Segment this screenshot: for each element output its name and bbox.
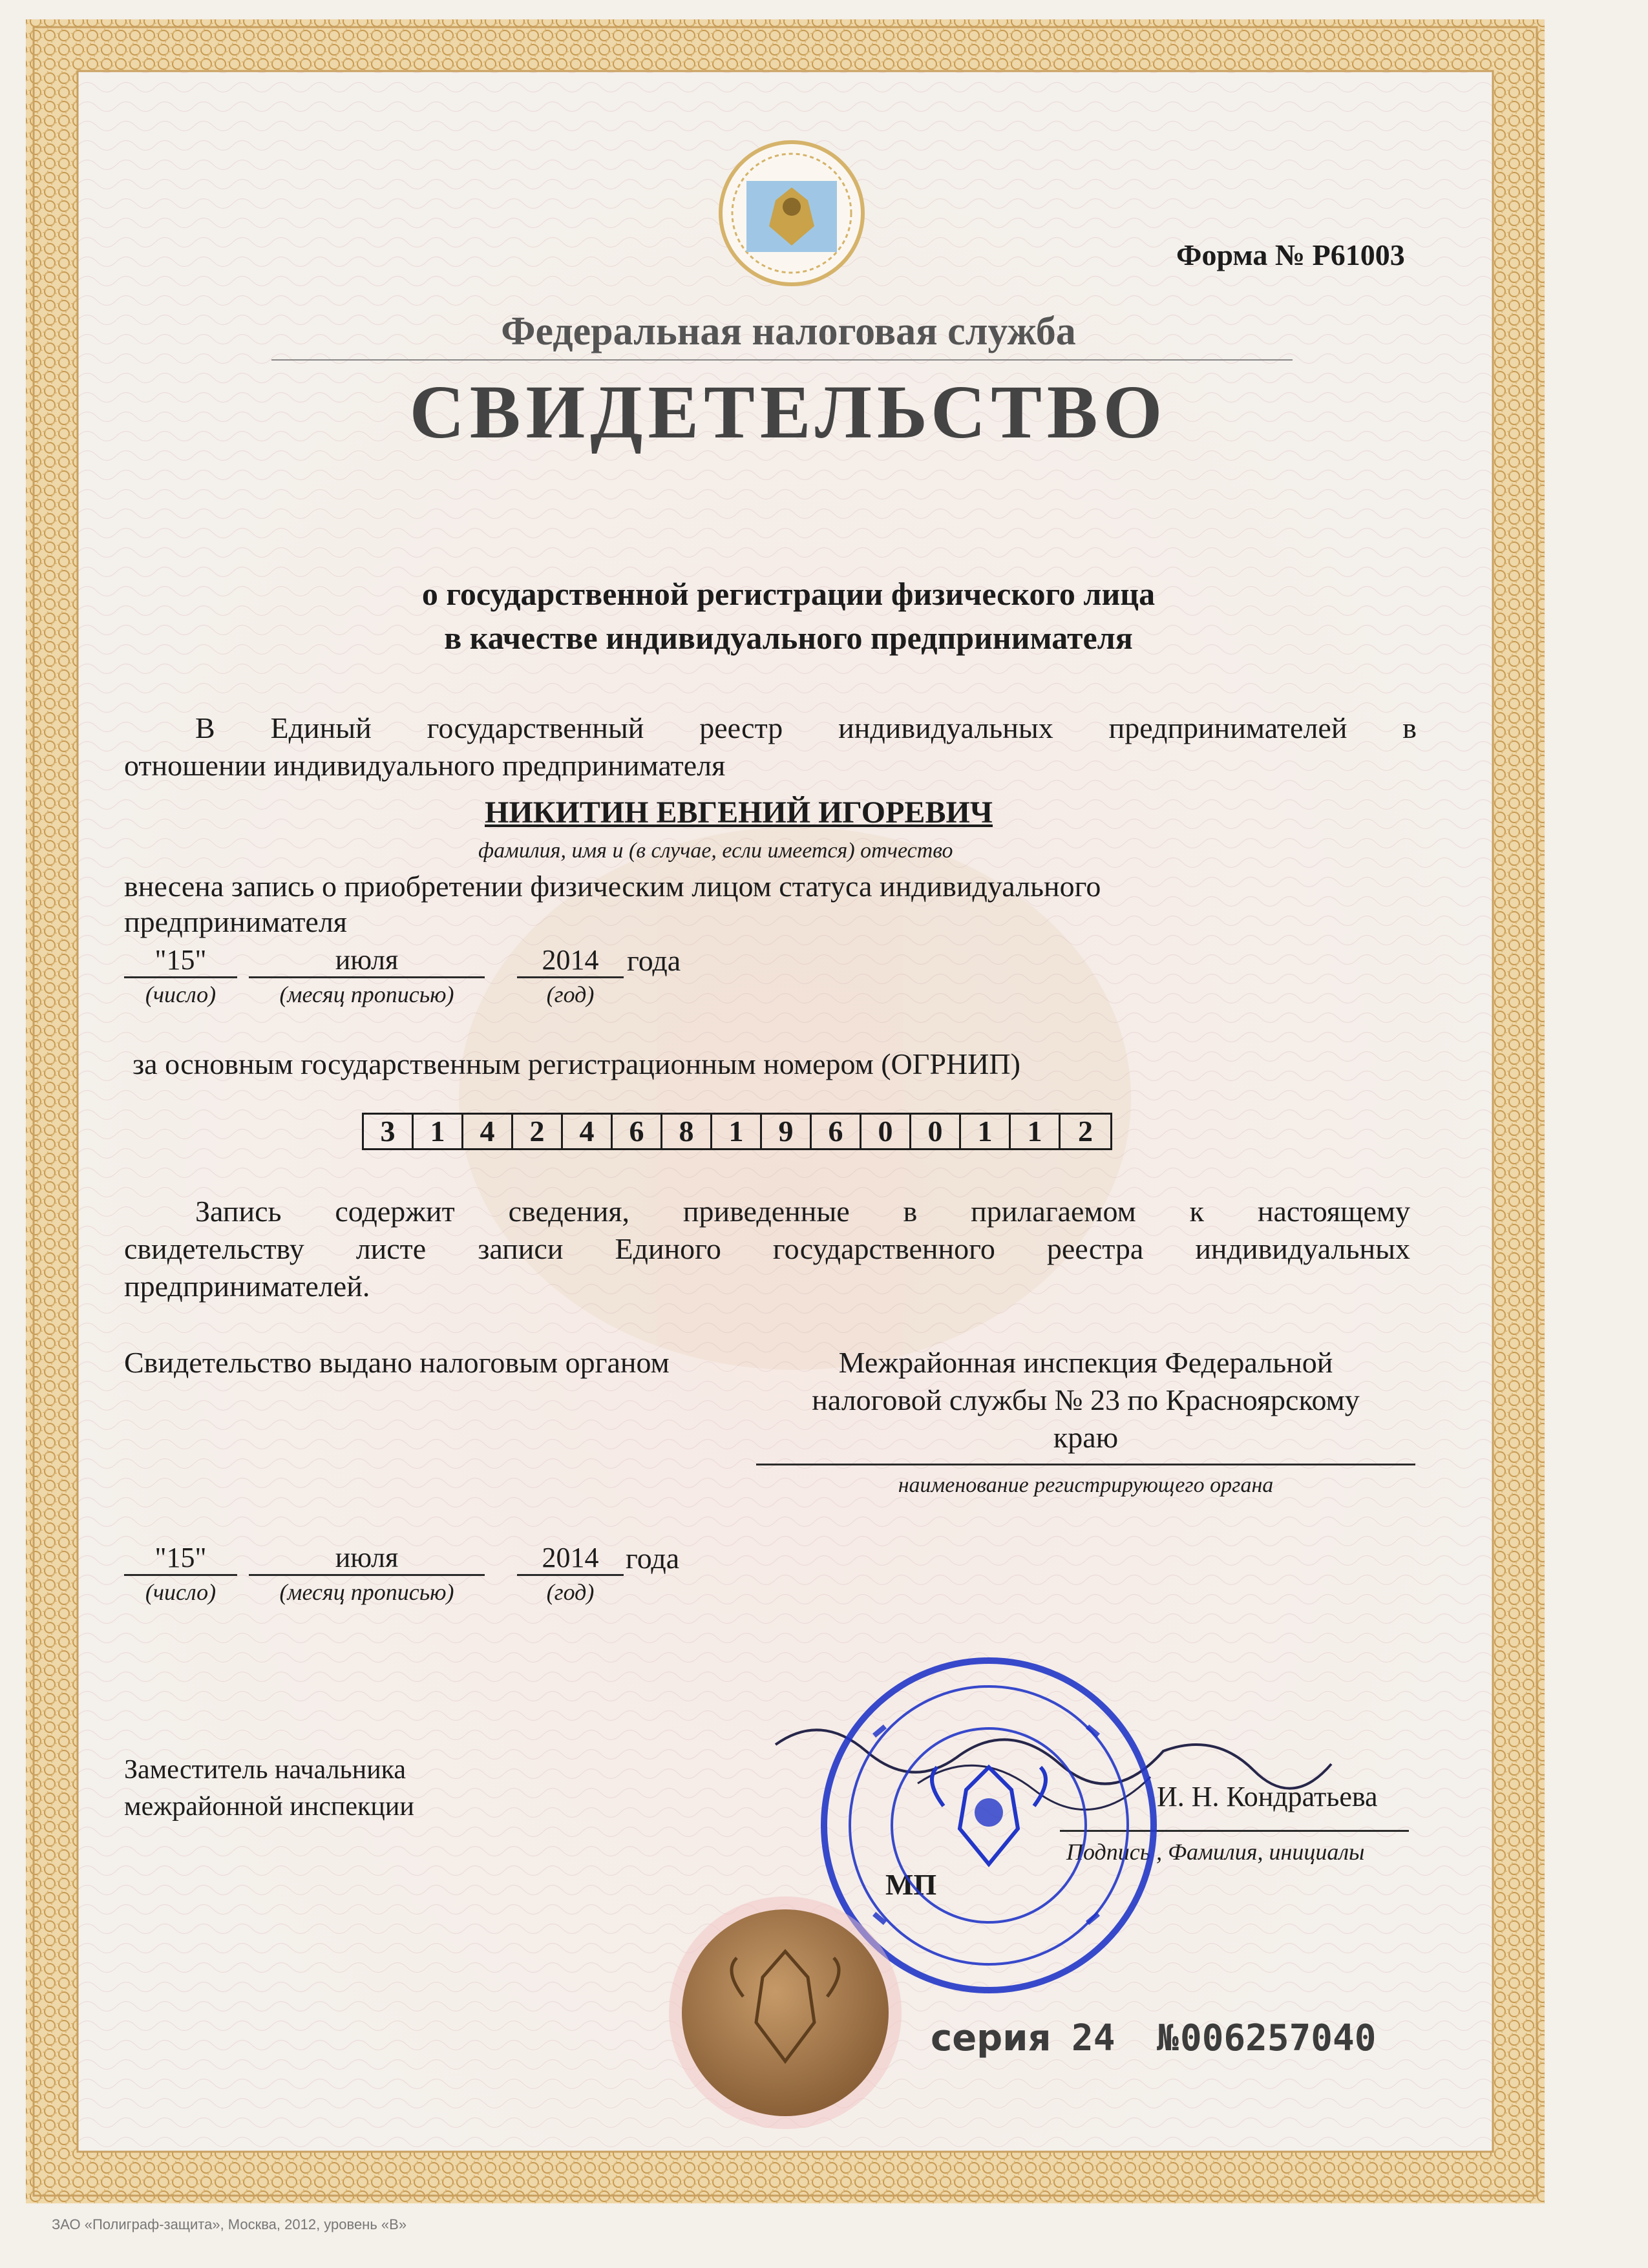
issuer-caption: наименование регистрирующего органа [898, 1473, 1274, 1497]
ogrnip-digit: 0 [911, 1115, 961, 1148]
intro-line-2: отношении индивидуального предпринимателя [124, 749, 726, 782]
record-line-2: предпринимателя [124, 905, 347, 938]
issuer-line-3: краю [1053, 1421, 1119, 1454]
contents-line-3: предпринимателей. [124, 1270, 370, 1303]
ogrnip-label: за основным государственным регистрационным номером (ОГРНИП) [132, 1047, 1020, 1080]
series-value: 24 [1072, 2017, 1115, 2059]
printer-footer: ЗАО «Полиграф-защита», Москва, 2012, уровень «В» [52, 2216, 407, 2232]
ogrnip-digit: 1 [414, 1115, 463, 1148]
ogrnip-digit: 2 [513, 1115, 563, 1148]
intro-line-1: В Единый государственный реестр индивидуальных предпринимателей в [195, 711, 1417, 744]
ogrnip-digit: 1 [712, 1115, 762, 1148]
issued-label: Свидетельство выдано налоговым органом [124, 1346, 670, 1379]
emblem-icon [698, 136, 885, 291]
agency-name: Федеральная налоговая служба [501, 310, 1076, 353]
record-date-suffix: года [627, 944, 681, 977]
ogrnip-digit: 4 [463, 1115, 513, 1148]
ogrnip-digit: 2 [1078, 1115, 1093, 1148]
ogrnip-digit: 0 [861, 1115, 911, 1148]
agency-divider [271, 359, 1293, 361]
signer-position-line-1: Заместитель начальника [124, 1755, 407, 1785]
name-caption: фамилия, имя и (в случае, если имеется) отчество [478, 839, 953, 863]
ogrnip-digit: 8 [662, 1115, 712, 1148]
issue-date-day: "15" [124, 1541, 237, 1576]
issuer-line-1: Межрайонная инспекция Федеральной [838, 1346, 1333, 1379]
page-title: СВИДЕТЕЛЬСТВО [409, 370, 1168, 454]
issue-date-suffix: года [626, 1542, 680, 1575]
contents-line-2: свидетельству листе записи Единого государственного реестра индивидуальных [124, 1232, 1410, 1265]
record-caption-year: (год) [546, 982, 595, 1007]
record-date-year: 2014 [517, 943, 624, 978]
ogrnip-digit: 1 [1011, 1115, 1061, 1148]
subtitle-line-1: о государственной регистрации физического лица [421, 576, 1156, 612]
number-label: № [1157, 2017, 1179, 2059]
signer-name: И. Н. Кондратьева [1157, 1781, 1378, 1812]
ogrnip-digit: 4 [563, 1115, 613, 1148]
person-name: НИКИТИН ЕВГЕНИЙ ИГОРЕВИЧ [485, 795, 993, 830]
issue-caption-month: (месяц прописью) [279, 1579, 454, 1605]
number-value: 006257040 [1180, 2017, 1377, 2059]
issuer-line-2: налоговой службы № 23 по Красноярскому [812, 1383, 1360, 1416]
signature-caption: Подпись , Фамилия, инициалы [1066, 1839, 1365, 1865]
ogrnip-digit: 1 [961, 1115, 1011, 1148]
issuer-underline [756, 1464, 1415, 1465]
record-date-month: июля [249, 943, 485, 978]
mp-label: МП [885, 1868, 937, 1901]
gold-hologram-seal [666, 1893, 905, 2132]
subtitle-line-2: в качестве индивидуального предпринимателя [444, 620, 1133, 656]
issue-date-year: 2014 [517, 1541, 624, 1576]
record-date-day: "15" [124, 943, 237, 978]
issue-date-month: июля [249, 1541, 485, 1576]
series-label: серия [931, 2017, 1051, 2059]
form-number: Форма № Р61003 [1176, 238, 1405, 271]
ogrnip-digit: 3 [364, 1115, 414, 1148]
ogrnip-digit: 6 [812, 1115, 861, 1148]
ogrnip-cells [362, 1113, 1112, 1150]
contents-line-1: Запись содержит сведения, приведенные в прилагаемом к настоящему [195, 1195, 1410, 1228]
issue-caption-day: (число) [145, 1579, 217, 1605]
record-line-1: внесена запись о приобретении физическим лицом статуса индивидуального [124, 870, 1101, 903]
ogrnip-digit: 9 [762, 1115, 812, 1148]
signer-position-line-2: межрайонной инспекции [124, 1792, 414, 1822]
record-caption-day: (число) [145, 982, 217, 1007]
ogrnip-digit: 6 [613, 1115, 662, 1148]
issue-caption-year: (год) [546, 1579, 595, 1605]
record-caption-month: (месяц прописью) [279, 982, 454, 1007]
